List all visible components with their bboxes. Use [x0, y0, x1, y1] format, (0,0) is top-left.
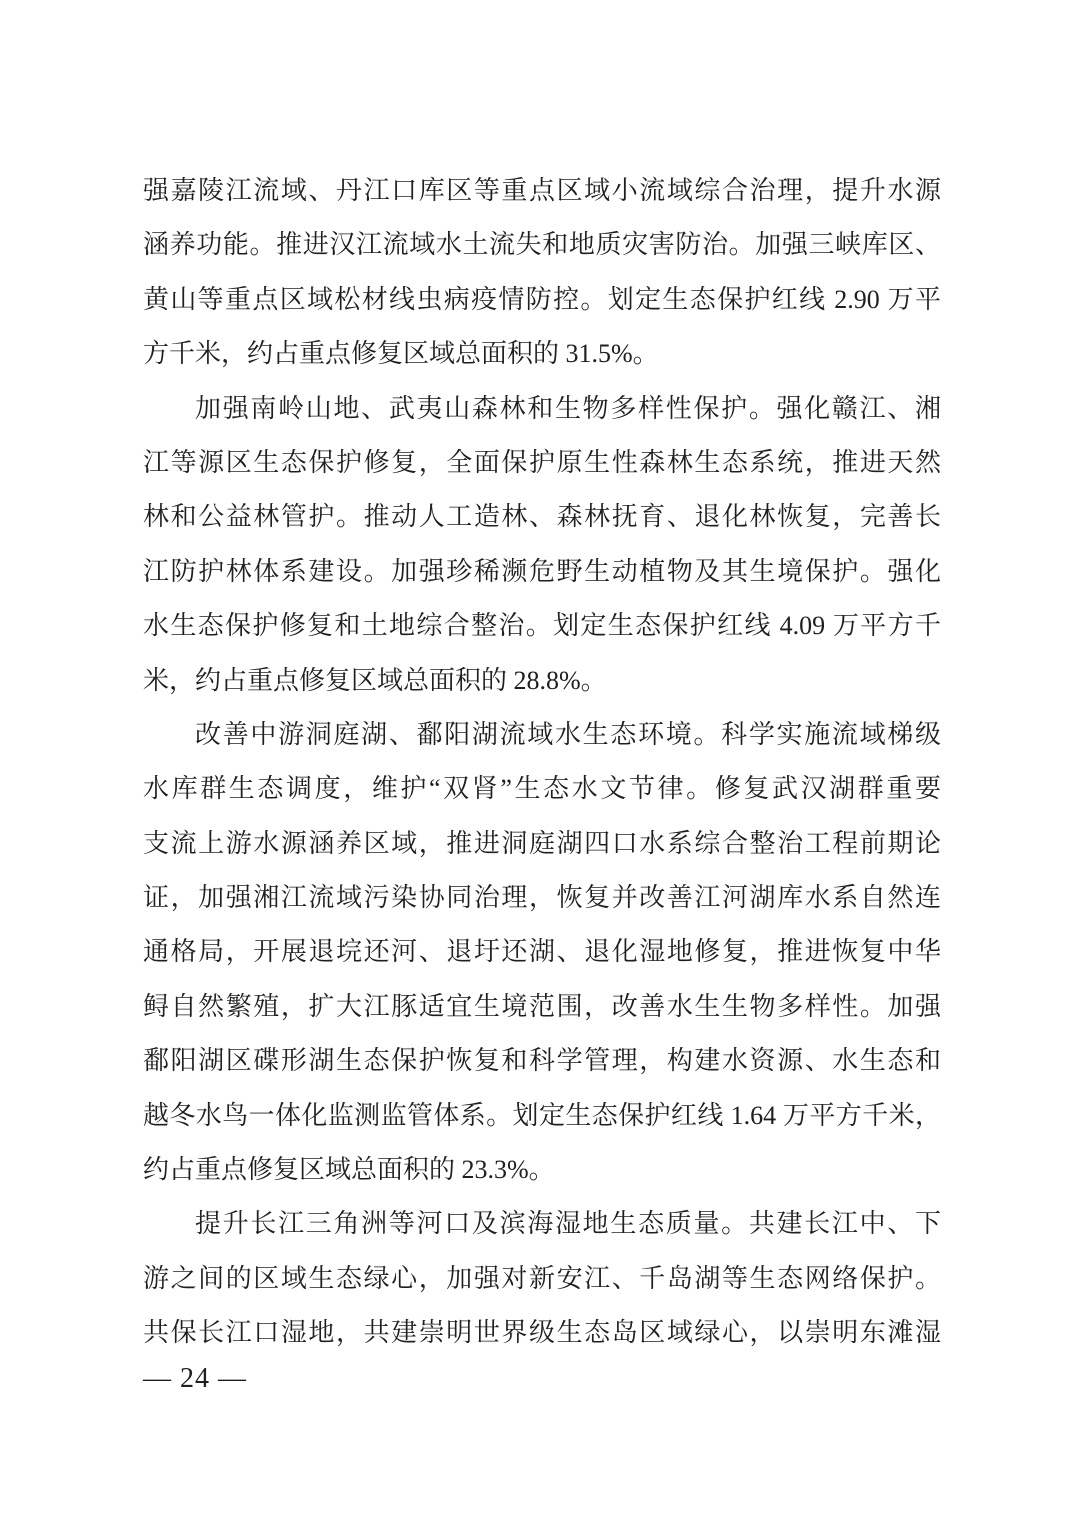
text-line: 证，加强湘江流域污染协同治理，恢复并改善江河湖库水系自然连 [143, 883, 941, 913]
text-line: 通格局，开展退垸还河、退圩还湖、退化湿地修复，推进恢复中华 [143, 937, 941, 967]
text-line: 约占重点修复区域总面积的 23.3%。 [143, 1155, 555, 1185]
text-line: 水生态保护修复和土地综合整治。划定生态保护红线 4.09 万平方千 [143, 611, 941, 641]
text-line: 游之间的区域生态绿心，加强对新安江、千岛湖等生态网络保护。 [143, 1263, 941, 1293]
text-line: 改善中游洞庭湖、鄱阳湖流域水生态环境。科学实施流域梯级 [195, 719, 941, 749]
text-line: 越冬水鸟一体化监测监管体系。划定生态保护红线 1.64 万平方千米， [143, 1100, 941, 1130]
text-line: 支流上游水源涵养区域，推进洞庭湖四口水系综合整治工程前期论 [143, 828, 941, 858]
text-line: 方千米，约占重点修复区域总面积的 31.5%。 [143, 339, 659, 369]
text-line: 涵养功能。推进汉江流域水土流失和地质灾害防治。加强三峡库区、 [143, 230, 941, 260]
text-line: 加强南岭山地、武夷山森林和生物多样性保护。强化赣江、湘 [195, 393, 941, 423]
text-line: 提升长江三角洲等河口及滨海湿地生态质量。共建长江中、下 [195, 1209, 941, 1239]
text-line: 强嘉陵江流域、丹江口库区等重点区域小流域综合治理，提升水源 [143, 176, 941, 205]
page-number: — 24 — [143, 1363, 247, 1394]
text-line: 水库群生态调度，维护“双肾”生态水文节律。修复武汉湖群重要 [143, 774, 941, 804]
text-line: 黄山等重点区域松材线虫病疫情防控。划定生态保护红线 2.90 万平 [143, 284, 941, 314]
text-line: 林和公益林管护。推动人工造林、森林抚育、退化林恢复，完善长 [143, 502, 941, 532]
body-text [143, 164, 941, 1361]
page-footer [143, 1352, 247, 1406]
text-line: 江等源区生态保护修复，全面保护原生性森林生态系统，推进天然 [143, 447, 941, 477]
text-line: 江防护林体系建设。加强珍稀濒危野生动植物及其生境保护。强化 [143, 556, 941, 586]
text-line: 共保长江口湿地，共建崇明世界级生态岛区域绿心，以崇明东滩湿 [143, 1318, 941, 1348]
text-line: 米，约占重点修复区域总面积的 28.8%。 [143, 665, 607, 695]
text-line: 鲟自然繁殖，扩大江豚适宜生境范围，改善水生生物多样性。加强 [143, 991, 941, 1021]
text-line: 鄱阳湖区碟形湖生态保护恢复和科学管理，构建水资源、水生态和 [143, 1046, 941, 1076]
